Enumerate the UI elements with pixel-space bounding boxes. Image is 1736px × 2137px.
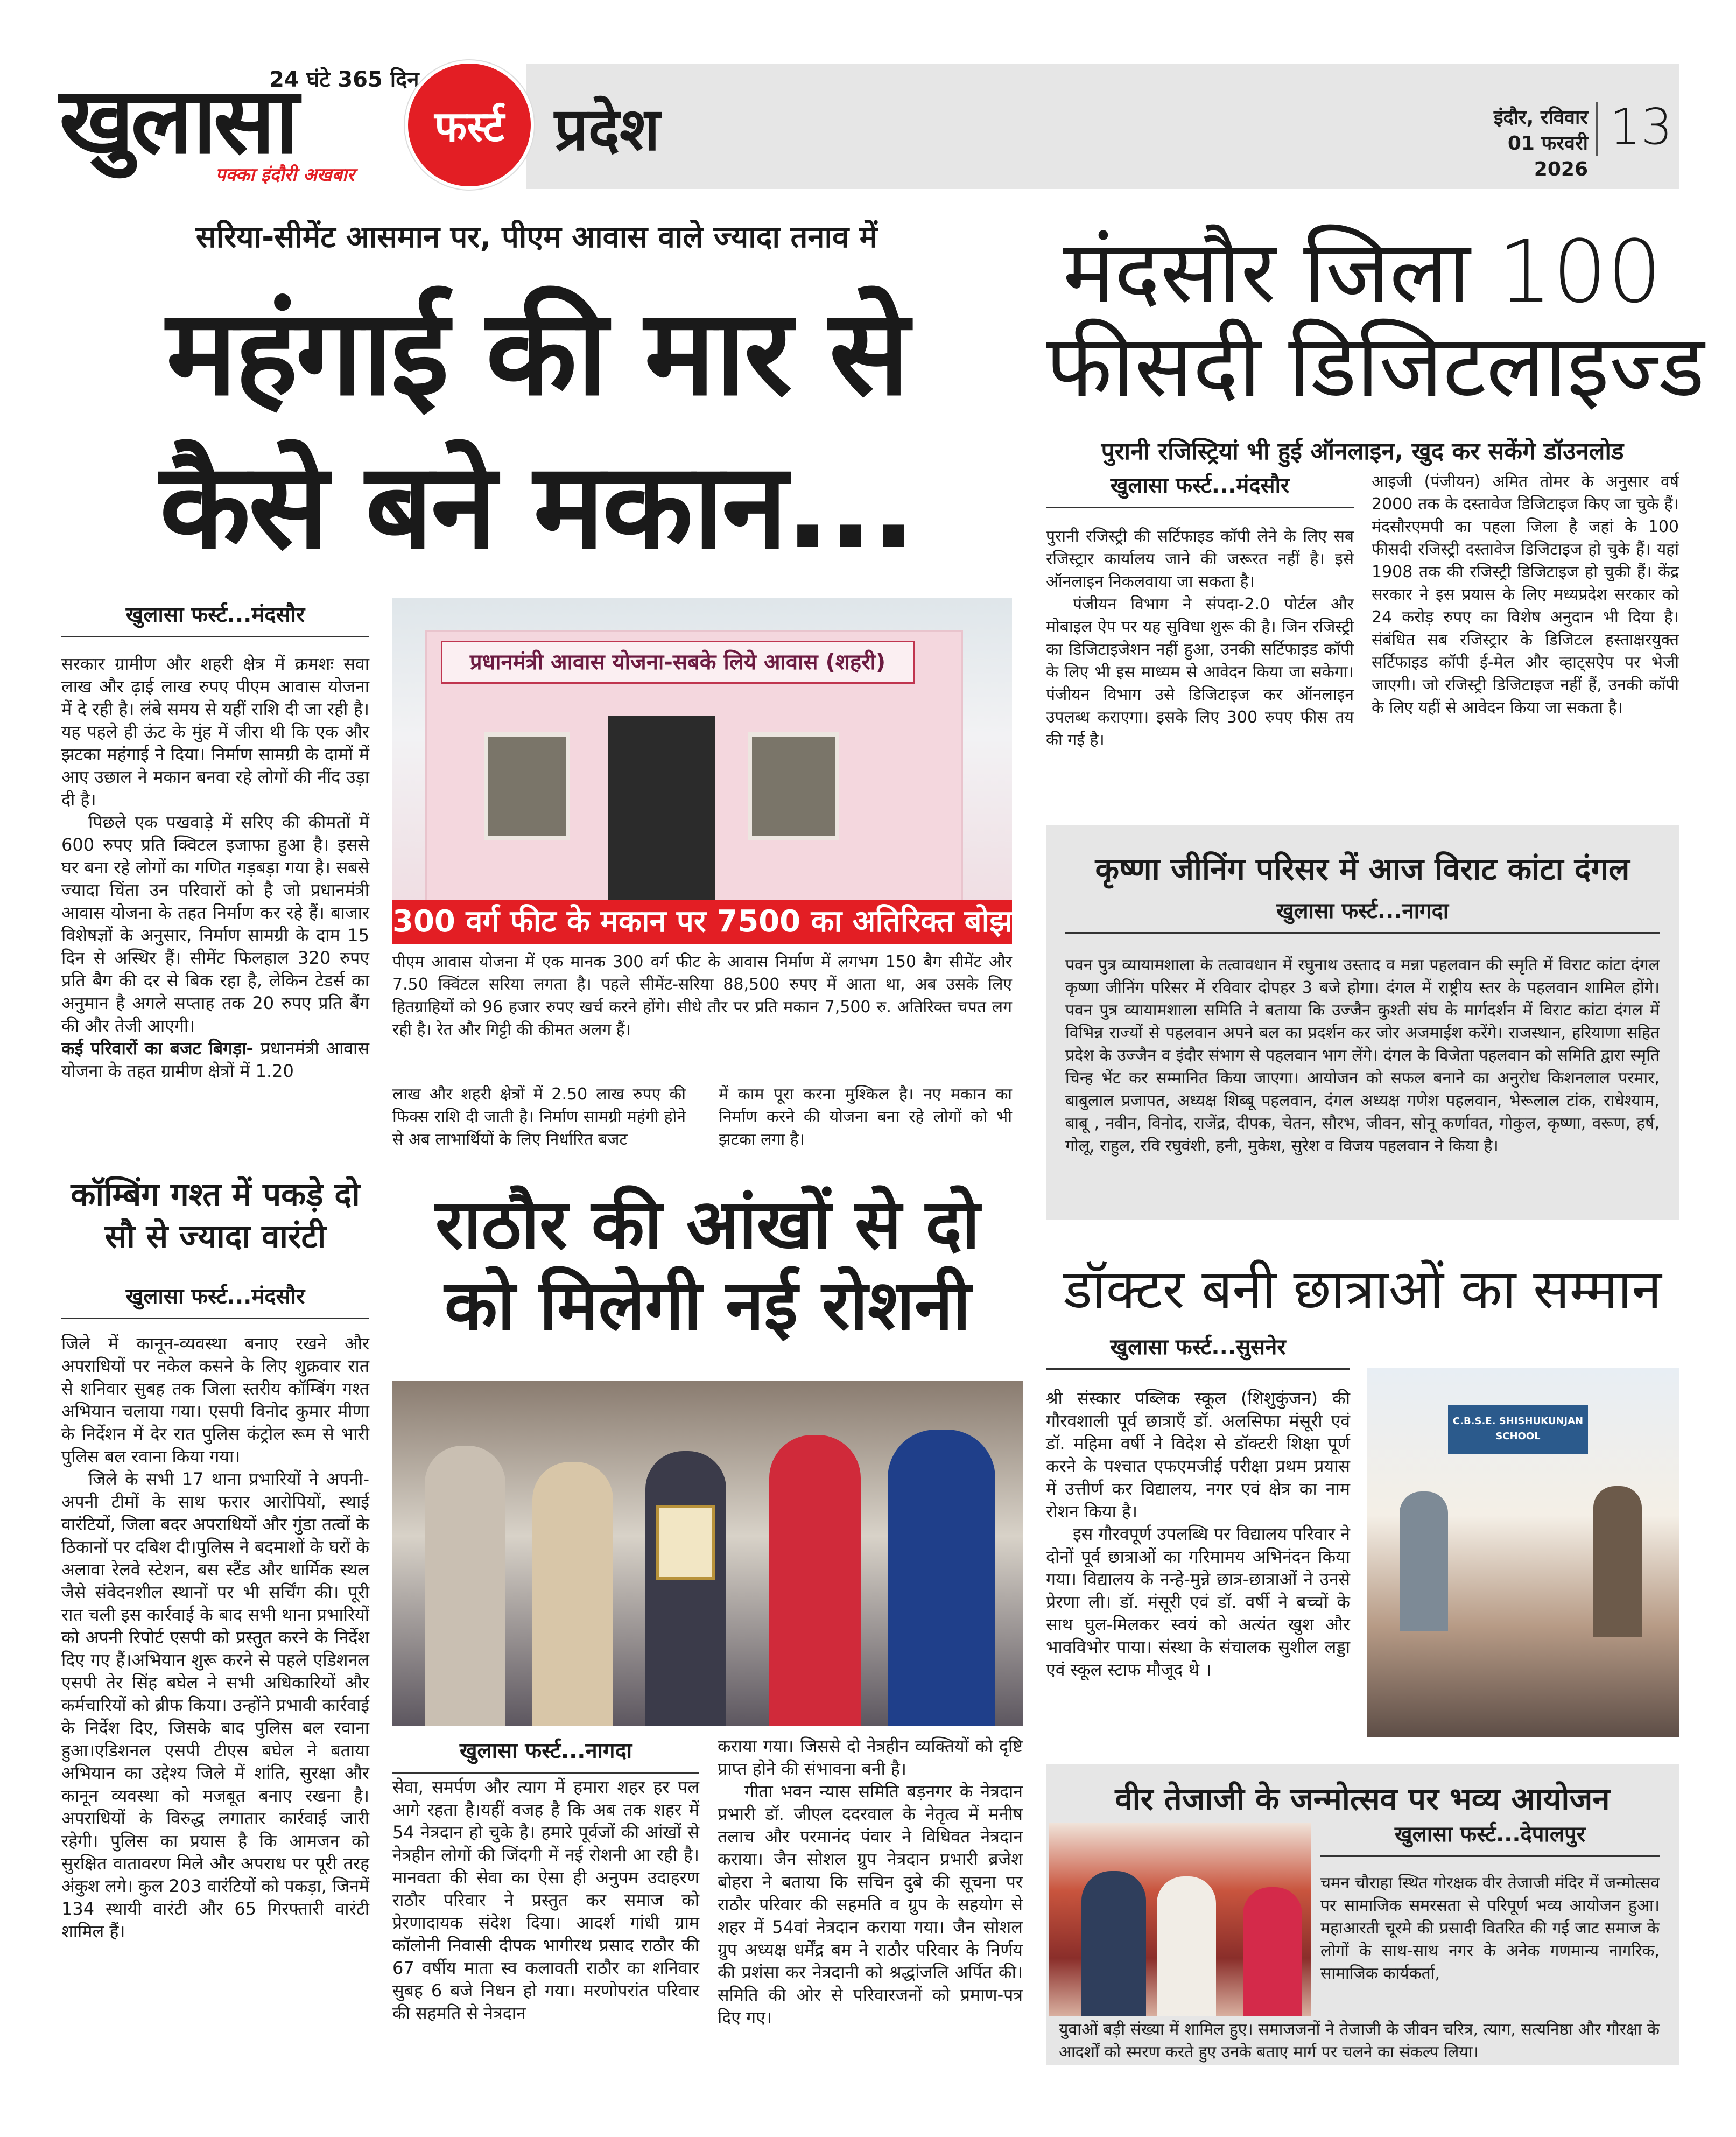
divider <box>1596 102 1598 156</box>
lead-byline: खुलासा फर्स्ट...मंदसौर <box>61 599 369 637</box>
dangal-box <box>1046 825 1679 1220</box>
lead-headline-line1[interactable]: महंगाई की मार से <box>166 284 908 422</box>
edition-date <box>1453 105 1588 183</box>
person-figure <box>769 1435 861 1726</box>
house-window <box>748 732 839 840</box>
person-figure <box>888 1430 995 1726</box>
page-number: 13 <box>1610 98 1673 156</box>
lead-headline-line2[interactable]: कैसे बने मकान... <box>159 437 914 575</box>
lead-paragraph: पिछले एक पखवाड़े में सरिए की कीमतों में 600 रुपए प्रति क्विटल इजाफा हुआ है। इससे घर बना रहे लोगों का गणित गड़बड़ा गया है। सबसे ज्यादा चिंता उन परिवारों को है जो प्रधानमंत्री आवास योजना के तहत निर्माण कर रहे हैं। बाजार विशेषज्ञों के अनुसार, निर्माण सामग्री के दाम 15 दिन से अस्थिर हैं। सीमेंट फिलहाल 320 रुपए प्रति बैग की दर से बिक रहा है, लेकिन टेडर्स का अनुमान है अगले सप्ताह तक 20 रुपए प्रति बैंग की और तेजी आएगी। <box>61 812 369 1036</box>
logo-circle-badge <box>405 60 534 190</box>
tejaji-byline: खुलासा फर्स्ट...देपालपुर <box>1320 1818 1660 1857</box>
person-figure <box>532 1462 613 1726</box>
person-figure <box>425 1446 505 1726</box>
photo-caption-bar: 300 वर्ग फीट के मकान पर 7500 का अतिरिक्त बोझ <box>392 900 1012 944</box>
lead-subhead-text: प्रधानमंत्री आवास योजना के तहत ग्रामीण क्षेत्रों में 1.20 <box>61 1038 369 1081</box>
rathore-paragraph: गीता भवन न्यास समिति बड़नगर के नेत्रदान प्रभारी डॉ. जीएल ददरवाल के नेतृत्व में मनीष तलाच और परमानंद पंवार ने विधिवत नेत्रदान कराया। जैन सोशल ग्रुप नेत्रदान प्रभारी ब्रजेश बोहरा ने बताया कि सचिन दुबे की सूचना पर राठौर परिवार की सहमति व ग्रुप के सहयोग से शहर में 54वां नेत्रदान कराया गया। जैन सोशल ग्रुप अध्यक्ष धर्मेंद्र बम ने राठौर परिवार के निर्णय की प्रशंसा कर नेत्रदानी को श्रद्धांजलि अर्पित की। समिति की ओर से परिवारजनों को प्रमाण-पत्र दिए गए। <box>718 1781 1023 2028</box>
house-sign: प्रधानमंत्री आवास योजना-सबके लिये आवास (शहरी) <box>441 641 915 684</box>
school-banner: C.B.S.E. SHISHUKUNJAN SCHOOL <box>1448 1405 1588 1454</box>
tejaji-headline[interactable]: वीर तेजाजी के जन्मोत्सव पर भव्य आयोजन <box>1115 1781 1610 1817</box>
digital-col1 <box>1046 526 1354 752</box>
combing-paragraph: जिले में कानून-व्यवस्था बनाए रखने और अपराधियों पर नकेल कसने के लिए शुक्रवार रात से शनिवार सुबह तक जिला स्तरीय कॉम्बिंग गश्त अभियान चलाया गया। एसपी विनोद कुमार मीणा के निर्देशन में देर रात पुलिस कंट्रोल रूम से भारी पुलिस बल रवाना किया गया। <box>61 1333 369 1467</box>
tejaji-box <box>1046 1764 1679 2065</box>
lead-kicker: सरिया-सीमेंट आसमान पर, पीएम आवास वाले ज्यादा तनाव में <box>195 220 878 255</box>
combing-paragraph: जिले के सभी 17 थाना प्रभारियों ने अपनी-अपनी टीमों के साथ फरार आरोपियों, स्थाई वारंटियों, जिला बदर अपराधियों और गुंडा तत्वों के ठिकानों पर दबिश दी।पुलिस ने बदमाशों के घरों के अलावा रेलवे स्टेशन, बस स्टैंड और धार्मिक स्थल जैसे संवेदनशील स्थानों पर भी सर्चिंग की। पूरी रात चली इस कार्रवाई के बाद सभी थाना प्रभारियों को अपनी रिपोर्ट एसपी को प्रस्तुत करने के निर्देश दिए गए हैं।अभियान शुरू करने से पहले एडिशनल एसपी तेर सिंह बघेल ने सभी अधिकारियों और कर्मचारियों को ब्रीफ किया। उन्होंने प्रभावी कार्रवाई के निर्देश दिए, जिसके बाद पुलिस बल रवाना हुआ।एडिशनल एसपी टीएस बघेल ने बताया अभियान का उद्देश्य जिले में शांति, सुरक्षा और कानून व्यवस्था को मजबूत बनाए रखना है। अपराधियों के विरुद्ध लगातार कार्रवाई जारी रहेगी। पुलिस का प्रयास है कि आमजन को सुरक्षित वातावरण मिले और अपराध पर पूरी तरह अंकुश लगे। कुल 203 वारंटियों को पकड़ा, जिनमें 134 स्थायी वारंटी और 65 गिरफ्तारी वारंटी शामिल हैं। <box>61 1469 369 1942</box>
doctor-paragraph: इस गौरवपूर्ण उपलब्धि पर विद्यालय परिवार ने दोनों पूर्व छात्राओं का गरिमामय अभिनंदन किया गया। विद्यालय के नन्हे-मुन्ने छात्र-छात्राओं ने उनसे प्रेरणा ली। डॉ. मंसूरी एवं डॉ. वर्षी ने बच्चों के साथ घुल-मिलकर स्वयं को अत्यंत खुश और भावविभोर पाया। संस्था के संचालक सुशील लड्डा एवं स्कूल स्टाफ मौजूद थे । <box>1046 1524 1350 1680</box>
person-figure <box>645 1451 726 1726</box>
combing-headline[interactable]: कॉम्बिंग गश्त में पकड़े दो सौ से ज्यादा वारंटी <box>71 1176 360 1256</box>
rathore-col1: सेवा, समर्पण और त्याग में हमारा शहर हर पल आगे रहता है।यहीं वजह है कि अब तक शहर में 54 नेत्रदान हो चुके है। हमारे पूर्वजों की आंखों से नेत्रहीन लोगों की जिंदगी में नई रोशनी आ रही है। मानवता की सेवा का ऐसा ही अनुपम उदाहरण राठौर परिवार ने प्रस्तुत कर समाज को प्रेरणादायक संदेश दिया। आदर्श गांधी ग्राम कॉलोनी निवासी दीपक भागीरथ प्रसाद राठौर की 67 वर्षीय माता स्व कलावती राठौर का शनिवार सुबह 6 बजे निधन हो गया। मरणोपरांत परिवार की सहमति से नेत्रदान <box>392 1777 699 2023</box>
edition-date-text: 01 फरवरी 2026 <box>1507 132 1588 180</box>
digital-col2: आइजी (पंजीयन) अमित तोमर के अनुसार वर्ष 2000 तक के दस्तावेज डिजिटाइज किए जा चुके हैं। मंदसौरएमपी का पहला जिला है जहां के 100 फीसदी रजिस्ट्री दस्तावेज डिजिटाइज हो चुके हैं। यहां 1908 तक की रजिस्ट्री डिजिटाइज हो चुकी हैं। केंद्र सरकार ने इस प्रयास के लिए मध्यप्रदेश सरकार को 24 करोड़ रुपए का विशेष अनुदान भी दिया है। संबंधित सब रजिस्ट्रार के डिजिटल हस्ताक्षरयुक्त सर्टिफाइड कॉपी ई-मेल और व्हाट्सऐप पर भेजी जाएगी। जो रजिस्ट्री डिजिटाइज नहीं हैं, उनकी कॉपी के लिए यहीं से आवेदन किया जा सकता है। <box>1372 472 1679 717</box>
person-figure <box>1081 1871 1146 2016</box>
lead-subhead: कई परिवारों का बजट बिगड़ा- <box>61 1038 254 1059</box>
digital-paragraph: पुरानी रजिस्ट्री की सर्टिफाइड कॉपी लेने के लिए सब रजिस्ट्रार कार्यालय जाने की जरूरत नहीं है। इसे ऑनलाइन निकलवाया जा सकता है। <box>1046 527 1354 591</box>
certificate-frame <box>656 1505 715 1580</box>
edition-city-day: इंदौर, रविवार <box>1493 107 1588 129</box>
lead-paragraph: सरकार ग्रामीण और शहरी क्षेत्र में क्रमशः सवा लाख और ढ़ाई लाख रुपए पीएम आवास योजना में दे रही है। लंबे समय से यहीं राशि दी जा रही है। यह पहले ही ऊंट के मुंह में जीरा थी कि एक और झटका महंगाई ने दिया। निर्माण सामग्री के दामों में आए उछाल ने मकान बनवा रहे लोगों की नींद उड़ा दी है। <box>61 654 369 810</box>
section-title: प्रदेश <box>554 95 660 164</box>
rathore-headline[interactable]: राठौर की आंखों से दो को मिलेगी नई रोशनी <box>435 1185 980 1346</box>
tejaji-photo[interactable] <box>1049 1823 1311 2016</box>
house-door <box>608 716 715 910</box>
doctor-headline[interactable]: डॉक्टर बनी छात्राओं का सम्मान <box>1063 1258 1662 1321</box>
person-figure <box>1593 1486 1642 1637</box>
house-photo[interactable] <box>392 598 1012 944</box>
rathore-col2 <box>718 1735 1023 2029</box>
combing-body <box>61 1332 369 1943</box>
dangal-byline: खुलासा फर्स्ट...नागदा <box>1065 895 1660 934</box>
newspaper-logo[interactable]: खुलासा <box>59 68 296 174</box>
rathore-byline: खुलासा फर्स्ट...नागदा <box>392 1735 699 1774</box>
digital-headline-line2[interactable]: फीसदी डिजिटलाइज्ड <box>1046 316 1705 416</box>
house-window <box>484 732 570 840</box>
person-figure <box>1400 1491 1448 1631</box>
combing-byline: खुलासा फर्स्ट...मंदसौर <box>61 1280 369 1319</box>
eye-donation-photo[interactable] <box>392 1381 1023 1726</box>
logo-tagline-bottom: पक्का इंदौरी अखबार <box>215 164 355 186</box>
digital-paragraph: पंजीयन विभाग ने संपदा-2.0 पोर्टल और मोबाइल ऐप पर यह सुविधा शुरू की है। जिन रजिस्ट्री का डिजिटाइजेशन नहीं हुआ, उनकी सर्टिफाइड कॉपी के लिए भी इस माध्यम से आवेदन किया जा सकेगा। पंजीयन विभाग उसे डिजिटाइज कर ऑनलाइन उपलब्ध कराएगा। इसके लिए 300 रुपए फीस तय की गई है। <box>1046 595 1354 749</box>
lead-body <box>61 653 369 1082</box>
person-figure <box>1157 1876 1216 2016</box>
digital-byline: खुलासा फर्स्ट...मंदसौर <box>1046 470 1354 508</box>
lead-continued-col2: में काम पूरा करना मुश्किल है। नए मकान का निर्माण करने की योजना बना रहे लोगों को भी झटका लगा है। <box>719 1085 1012 1149</box>
logo-circle-text: फर्स्ट <box>434 103 504 151</box>
rathore-paragraph: कराया गया। जिससे दो नेत्रहीन व्यक्तियों को दृष्टि प्राप्त होने की संभावना बनी है। <box>718 1736 1023 1779</box>
dangal-headline[interactable]: कृष्णा जीनिंग परिसर में आज विराट कांटा दंगल <box>1095 851 1630 887</box>
doctor-byline: खुलासा फर्स्ट...सुसनेर <box>1046 1331 1350 1370</box>
dangal-body: पवन पुत्र व्यायामशाला के तत्वावधान में रघुनाथ उस्ताद व मन्ना पहलवान की स्मृति में विराट कांटा दंगल कृष्णा जीनिंग परिसर में रविवार दोपहर 3 बजे होगा। दंगल में राष्ट्रीय स्तर के पहलवान शामिल होंगे। पवन पुत्र व्यायामशाला समिति ने बताया कि उज्जैन कुश्ती संघ के मार्गदर्शन में विराट कांटा दंगल में विभिन्न राज्यों से पहलवान अपने बल का प्रदर्शन कर जोर अजमाईश करेंगे। राजस्थान, हरियाणा सहित प्रदेश के उज्जैन व इंदौर संभाग से पहलवान भाग लेंगे। दंगल के विजेता पहलवान को समिति द्वारा स्मृति चिन्ह भेंट कर सम्मानित किया जाएगा। आयोजन को सफल बनाने का अनुरोध किशनलाल परमार, बाबुलाल प्रजापत, अध्यक्ष शिब्बू पहलवान, दंगल अध्यक्ष गणेश पहलवान, भेरूलाल टांक, राधेश्याम, बाबू , नवीन, विनोद, राजेंद्र, दीपक, चेतन, सौरभ, जीवन, सोनू कर्णावत, गोकुल, कृष्णा, वरूण, हर्ष, गोलू, राहुल, रवि रघुवंशी, हनी, मुकेश, सुरेश व विजय पहलवान ने किया है। <box>1065 956 1660 1155</box>
tejaji-body-bottom: युवाओं बड़ी संख्या में शामिल हुए। समाजजनों ने तेजाजी के जीवन चरित्र, त्याग, सत्यनिष्ठा और गौरक्षा के आदर्शों को स्मरण करते हुए उनके बताए मार्ग पर चलने का संकल्प लिया। <box>1059 2020 1660 2062</box>
tejaji-body-top: चमन चौराहा स्थित गोरक्षक वीर तेजाजी मंदिर में जन्मोत्सव पर सामाजिक समरसता से परिपूर्ण भव्य आयोजन हुआ। महाआरती चूरमे की प्रसादी वितरित की गई जाट समाज के लोगों के साथ-साथ नगर के अनेक गणमान्य नागरिक, सामाजिक कार्यकर्ता, <box>1320 1874 1660 1983</box>
doctor-body <box>1046 1387 1350 1681</box>
person-figure <box>1243 1887 1302 2016</box>
lead-continued-col1: लाख और शहरी क्षेत्रों में 2.50 लाख रुपए की फिक्स राशि दी जाती है। निर्माण सामग्री महंगी होने से अब लाभार्थियों के लिए निर्धारित बजट <box>392 1085 686 1149</box>
digital-headline-line1[interactable]: मंदसौर जिला 100 <box>1063 221 1662 322</box>
logo-tagline-top: 24 घंटे 365 दिन <box>269 67 419 92</box>
digital-subhead: पुरानी रजिस्ट्रियां भी हुई ऑनलाइन, खुद कर सकेंगे डॉउनलोड <box>1101 438 1624 465</box>
photo-caption-text: पीएम आवास योजना में एक मानक 300 वर्ग फीट के आवास निर्माण में लगभग 150 बैग सीमेंट और 7.50 क्विंटल सरिया लगता है। पहले सीमेंट-सरिया 88,500 रुपए में आता था, अब उसके लिए हितग्राहियों को 96 हजार रुपए खर्च करने होंगे। सीधे तौर पर प्रति मकान 7,500 रु. अतिरिक्त चपत लग रही है। रेत और गिट्टी की कीमत अलग हैं। <box>392 952 1012 1039</box>
doctor-paragraph: श्री संस्कार पब्लिक स्कूल (शिशुकुंजन) की गौरवशाली पूर्व छात्राएँ डॉ. अलसिफा मंसूरी एवं डॉ. महिमा वर्षी ने विदेश से डॉक्टरी शिक्षा पूर्ण करने के पश्चात एफएमजीई परीक्षा प्रथम प्रयास में उत्तीर्ण कर विद्यालय, नगर एवं क्षेत्र का नाम रोशन किया है। <box>1046 1388 1350 1522</box>
school-photo[interactable] <box>1367 1368 1679 1737</box>
